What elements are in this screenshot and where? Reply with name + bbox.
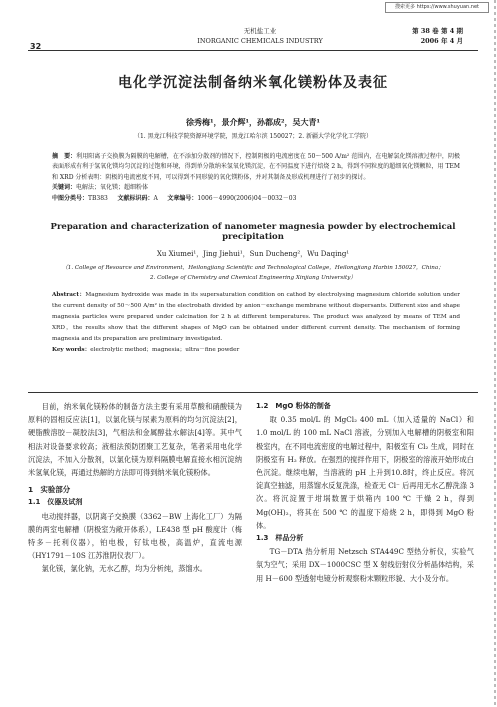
paragraph-1-2: 取 0.35 mol/L 的 MgCl₂ 400 mL（加入适量的 NaCl）和 1.0 mol/L 的 100 mL NaCl 溶液，分别加入电解槽的阴极室和阳极室内，在不同电流密度的电解过程中，阳极室有 Cl₂ 生成，同时在阴极室有 H₂ 释放。在强烈的搅拌作用下，阴极室的溶液开始形成白色沉淀。继续电解，当溶液的 pH 上升到10.8时，终止反应。将沉淀真空抽滤，用蒸馏水反复洗涤，检查无 Cl⁻ 后再用无水乙醇洗涤 3 次。将沉淀置于坩埚数置于烘箱内 100 ℃ 干燥 2 h，得到 Mg(OH)₂，将其在 500 ℃ 的温度下焙烧 2 h，即得到 MgO 粉体。 xyxy=(256,415,474,530)
title-cn: 电化学沉淀法制备纳米氧化镁粉体及表征 xyxy=(118,75,388,91)
journal-header xyxy=(150,26,370,46)
class-number: TB383 xyxy=(88,194,108,202)
section-heading-1: 1 实验部分 xyxy=(28,485,71,495)
abstract-en-text: Magnesium hydroxide was made in its supersaturation condition on cathod by electrolysing magnesium chloride solution under the current density of 50～500 A/m² in the electrobath divided by anion－exchange membrane without dispersants. Different size and shape magnesia particles were prepared under calcination for 2 h at different temperatures. The product was analyzed by means of TEM and XRD，the results show that the different shapes of MgO can be obtained under different current density. The mechanism of forming magnesia and its preparation are preliminary investigated. xyxy=(52,292,460,342)
abstract-cn-label: 摘 要： xyxy=(52,153,77,160)
abstract-divider xyxy=(28,392,478,393)
journal-name-en: INORGANIC CHEMICALS INDUSTRY xyxy=(197,37,323,45)
abstract-cn-text: 利用阳离子交换膜为隔膜的电解槽，在不添加分散剂的情况下，控制阴极的电流密度在 50～500 A/m² 范围内，在电解氯化镁溶液过程中，阴极表面形成有利于氢氧化镁均匀沉淀的过饱和环境，得到单分散纳米氢氧化镁沉淀，在不同温度下进行焙烧 2 h，得到不同粒度的超细氧化镁颗粒，用 TEM 和 XRD 分析表明：阴极的电流密度不同，可以得到不同形貌的氧化镁粉体，并对其制备及形成机理进行了初步的探讨。 xyxy=(52,153,460,181)
paragraph-1-1a: 电动搅拌器，以阴离子交换膜（3362－BW 上海化工厂）为隔膜的两室电解槽（阴极室为敞开体系），LE438 型 pH 酸度计（梅特多－托利仪器），铂电极，钌钛电极，高温炉，直流电源（HY1791－10S 江苏淮阴仪表厂）。 xyxy=(28,511,242,561)
authors-cn: 徐秀梅¹，景介辉¹，孙都成²，吴大青¹ xyxy=(185,117,320,127)
issue-info xyxy=(412,26,463,46)
keywords-cn: 电解法；氧化镁；超细粉体 xyxy=(76,184,149,192)
intro-paragraph: 目前，纳米氧化镁粉体的制备方法主要有采用草酸和硝酸镁为原料的固相反应法[1]，以氯化镁与尿素为原料的均匀沉淀法[2]，硬脂酸溶胶－凝胶法[3]，气相法和金属醇盐水解法[4]等。其中气相法对设备要求较高；液相法预防团聚工艺复杂，笔者采用电化学沉淀法，不加入分散剂，以氯化镁为原料隔膜电解直接水相沉淀纳米氢氧化镁，再通过热解的方法即可得到纳米氧化镁粉体。 xyxy=(28,402,242,478)
authors-en: Xu Xiumei¹，Jing Jiehui¹，Sun Ducheng²，Wu Daqing¹ xyxy=(156,250,350,258)
keywords-en-label: Key words： xyxy=(52,347,91,353)
abstract-cn xyxy=(52,152,460,204)
paragraph-1-1b: 氯化镁，氯化钠，无水乙醇，均为分析纯，蒸馏水。 xyxy=(41,564,207,574)
left-column xyxy=(28,400,242,576)
article-number: 1006－4990(2006)04－0032－03 xyxy=(197,194,297,202)
abstract-en-label: Abstract： xyxy=(52,292,86,298)
class-number-label: 中图分类号： xyxy=(52,194,89,202)
page-edge-decoration xyxy=(494,0,496,707)
subsection-heading-1-1: 1.1 仪器及试剂 xyxy=(28,498,83,507)
affiliation-en xyxy=(28,263,478,283)
affiliation-en-2: 2. College of Chemistry and Chemical Engineering Xinjiang University） xyxy=(150,275,356,281)
affiliation-en-1: （1. College of Resource and Environment，Heilongjiang Scientific and Technological College，Heilongjiang Harbin 150027，China； xyxy=(62,265,444,271)
header-rule xyxy=(28,50,478,51)
keywords-en: electrolytic method；magnesia；ultra－fine powder xyxy=(90,347,240,353)
title-en: Preparation and characterization of nanometer magnesia powder by electrochemical precipitation xyxy=(50,222,456,242)
article-number-label: 文章编号： xyxy=(167,194,198,202)
doc-code-label: 文献标识码： xyxy=(117,194,154,202)
subsection-heading-1-2: 1.2 MgO 粉体的制备 xyxy=(256,402,331,410)
subsection-heading-1-3: 1.3 样品分析 xyxy=(256,534,304,543)
paragraph-1-3: TG－DTA 热分析用 Netzsch STA449C 型热分析仪，实验气氛为空气；采用 DX－1000CSC 型 X 射线衍射仪分析晶体结构，采用 H－600 型透射电镜分析观察粉末颗粒形貌、大小及分布。 xyxy=(256,547,474,583)
issue-date: 2006 年 4 月 xyxy=(420,37,463,45)
journal-name-cn: 无机盐工业 xyxy=(243,27,277,35)
doc-code: A xyxy=(153,194,158,202)
volume-issue: 第 38 卷 第 4 期 xyxy=(412,27,463,35)
affiliation-cn: （1. 黑龙江科技学院资源环境学院，黑龙江哈尔滨 150027；2. 新疆大学化学化工学院） xyxy=(133,133,373,140)
abstract-en xyxy=(52,290,460,356)
keywords-cn-label: 关键词： xyxy=(52,184,77,192)
right-column xyxy=(256,400,474,585)
page-number: 32 xyxy=(30,42,42,51)
source-url-box[interactable]: 搜索更多 https://www.shuyuan.net xyxy=(385,2,489,13)
